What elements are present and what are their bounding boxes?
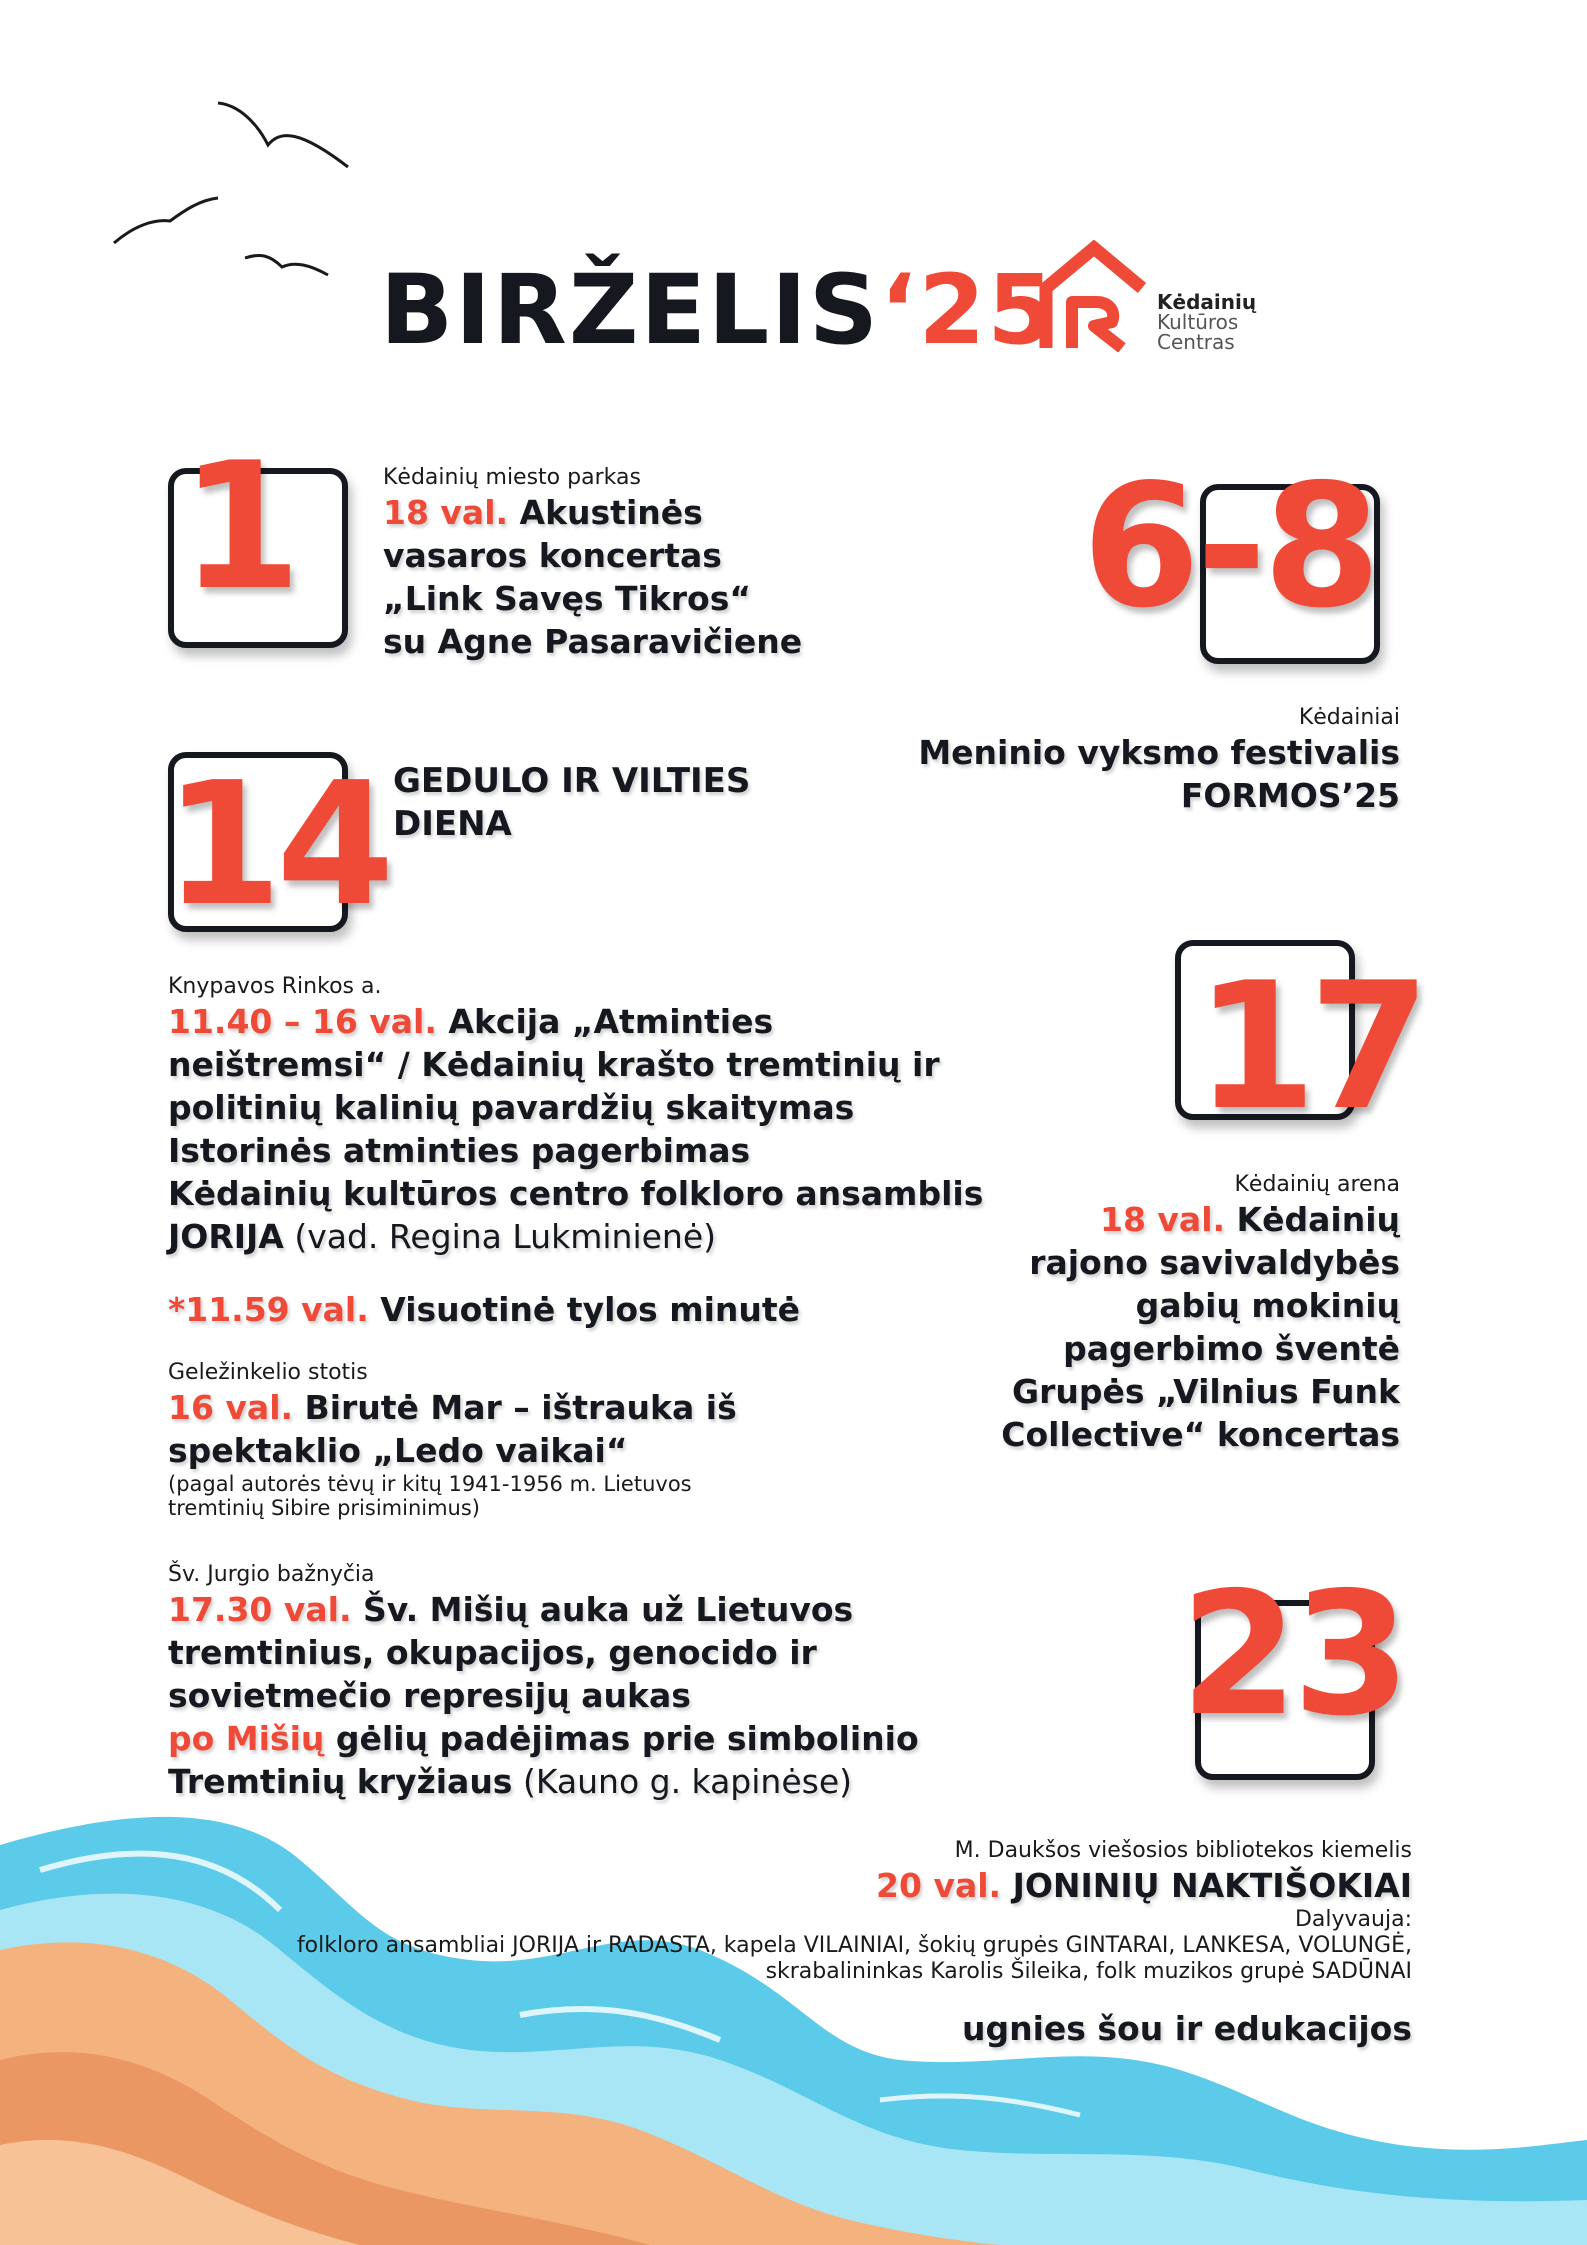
day-23-event [180, 1838, 1412, 2050]
day-14-ev2-time: *11.59 val. [168, 1290, 369, 1329]
day-14-ev4-cross: Tremtinių kryžiaus [168, 1762, 513, 1801]
day-6-8-number: 6-8 [1082, 448, 1378, 646]
day-1-line-3: „Link Savęs Tikros“ [383, 579, 752, 618]
day-17-number: 17 [1195, 946, 1423, 1149]
day-14-ev4-line-5 [168, 1760, 998, 1803]
day-6-8-place: Kėdainiai [1298, 705, 1400, 730]
day-17-line-3: gabių mokinių [1135, 1286, 1400, 1325]
day-14-ev4-line-3: sovietmečio represijų aukas [168, 1676, 691, 1715]
day-1-line-2: vasaros koncertas [383, 536, 722, 575]
day-14-ev4-line-4 [168, 1717, 998, 1760]
day-17-place: Kėdainių arena [1234, 1172, 1400, 1197]
day-6-8-line-1: Meninio vyksmo festivalis [918, 733, 1400, 772]
day-14-ev1-line-3: politinių kalinių pavardžių skaitymas [168, 1088, 855, 1127]
day-23-title: JONINIŲ NAKTIŠOKIAI [1012, 1866, 1412, 1905]
seagulls-icon [110, 95, 350, 295]
day-14-title-line-2: DIENA [393, 804, 512, 844]
day-17-time: 18 val. [1100, 1200, 1226, 1239]
day-14-ev3-line-2: spektaklio „Ledo vaikai“ [168, 1431, 628, 1470]
day-14-ev1-line-4: Istorinės atminties pagerbimas [168, 1131, 751, 1170]
day-14-ev4-flowers: gėlių padėjimas prie simbolinio [335, 1719, 919, 1758]
day-23-time: 20 val. [876, 1866, 1002, 1905]
day-14-ev4-line-1 [168, 1588, 998, 1631]
day-14-title-line-1: GEDULO IR VILTIES [393, 761, 751, 801]
day-14-title [393, 760, 750, 846]
day-14-event-4 [168, 1562, 998, 1803]
day-17-line-2: rajono savivaldybės [1029, 1243, 1400, 1282]
day-14-ev1-line-2: neištremsi“ / Kėdainių krašto tremtinių ir [168, 1045, 940, 1084]
day-14-ev3-title: Birutė Mar – ištrauka iš [304, 1388, 737, 1427]
day-14-ev1-line-5: Kėdainių kultūros centro folkloro ansamblis [168, 1174, 984, 1213]
day-14-ev1-director: (vad. Regina Lukminienė) [283, 1217, 717, 1256]
day-1-event [383, 465, 903, 663]
day-14-ev3-note-2: tremtinių Sibire prisiminimus) [168, 1496, 480, 1520]
day-14-ev4-time: 17.30 val. [168, 1590, 352, 1629]
title-year: ‘25 [880, 254, 1057, 366]
day-14-ev4-place: Šv. Jurgio bažnyčia [168, 1562, 375, 1587]
day-14-ev4-location: (Kauno g. kapinėse) [512, 1762, 853, 1801]
day-17-line-1 [800, 1198, 1400, 1241]
day-1-time: 18 val. [383, 493, 509, 532]
day-14-ev4-title: Šv. Mišių auka už Lietuvos [363, 1590, 854, 1629]
day-14-ev1-title: Akcija „Atminties [448, 1002, 774, 1041]
day-6-8-event [800, 705, 1400, 817]
day-1-line-4: su Agne Pasaravičiene [383, 622, 803, 661]
page-title [380, 254, 1057, 366]
day-14-ev1-time: 11.40 – 16 val. [168, 1002, 437, 1041]
day-14-ev2-text: Visuotinė tylos minutė [380, 1290, 801, 1329]
day-14-ev4-line-2: tremtinius, okupacijos, genocido ir [168, 1633, 817, 1672]
day-14-ev3-place: Geležinkelio stotis [168, 1360, 368, 1385]
day-14-ev1-place: Knypavos Rinkos a. [168, 974, 382, 999]
day-1-title: Akustinės [519, 493, 703, 532]
day-23-number: 23 [1180, 1556, 1405, 1754]
logo-wordmark [1157, 292, 1256, 352]
title-month: BIRŽELIS [380, 254, 881, 366]
day-1-line-1 [383, 491, 903, 534]
day-23-extra: ugnies šou ir edukacijos [961, 2009, 1412, 2048]
day-1-place: Kėdainių miesto parkas [383, 465, 641, 490]
day-14-ev3-time: 16 val. [168, 1388, 294, 1427]
day-6-8-line-2: FORMOS’25 [1180, 776, 1400, 815]
logo-line-2: Kultūros [1157, 310, 1239, 334]
logo-line-1: Kėdainių [1157, 290, 1257, 314]
day-17-event [800, 1172, 1400, 1456]
day-14-ev4-time-2: po Mišių [168, 1719, 325, 1758]
day-23-participants-1: folkloro ansambliai JORIJA ir RADASTA, kapela VILAINIAI, šokių grupės GINTARAI, LANKESA, VOLUNGĖ, [296, 1933, 1412, 1958]
day-17-line-6: Collective“ koncertas [1001, 1415, 1400, 1454]
kedainiu-kulturos-centras-logo-icon [1038, 240, 1150, 352]
logo-line-3: Centras [1157, 330, 1235, 354]
day-23-place: M. Daukšos viešosios bibliotekos kiemelis [954, 1838, 1412, 1863]
day-14-ev1-ensemble: JORIJA [168, 1217, 284, 1256]
day-14-ev1-line-1 [168, 1000, 998, 1043]
day-17-line-5: Grupės „Vilnius Funk [1012, 1372, 1400, 1411]
day-17-line-4: pagerbimo šventė [1063, 1329, 1400, 1368]
day-23-title-line [180, 1864, 1412, 1907]
day-1-number: 1 [180, 426, 302, 629]
day-23-participants-label: Dalyvauja: [1294, 1907, 1412, 1932]
day-23-participants-2: skrabalininkas Karolis Šileika, folk muzikos grupė SADŪNAI [765, 1959, 1412, 1984]
day-17-title: Kėdainių [1236, 1200, 1400, 1239]
day-14-number: 14 [164, 746, 389, 944]
day-14-ev3-note-1: (pagal autorės tėvų ir kitų 1941-1956 m. Lietuvos [168, 1472, 692, 1496]
